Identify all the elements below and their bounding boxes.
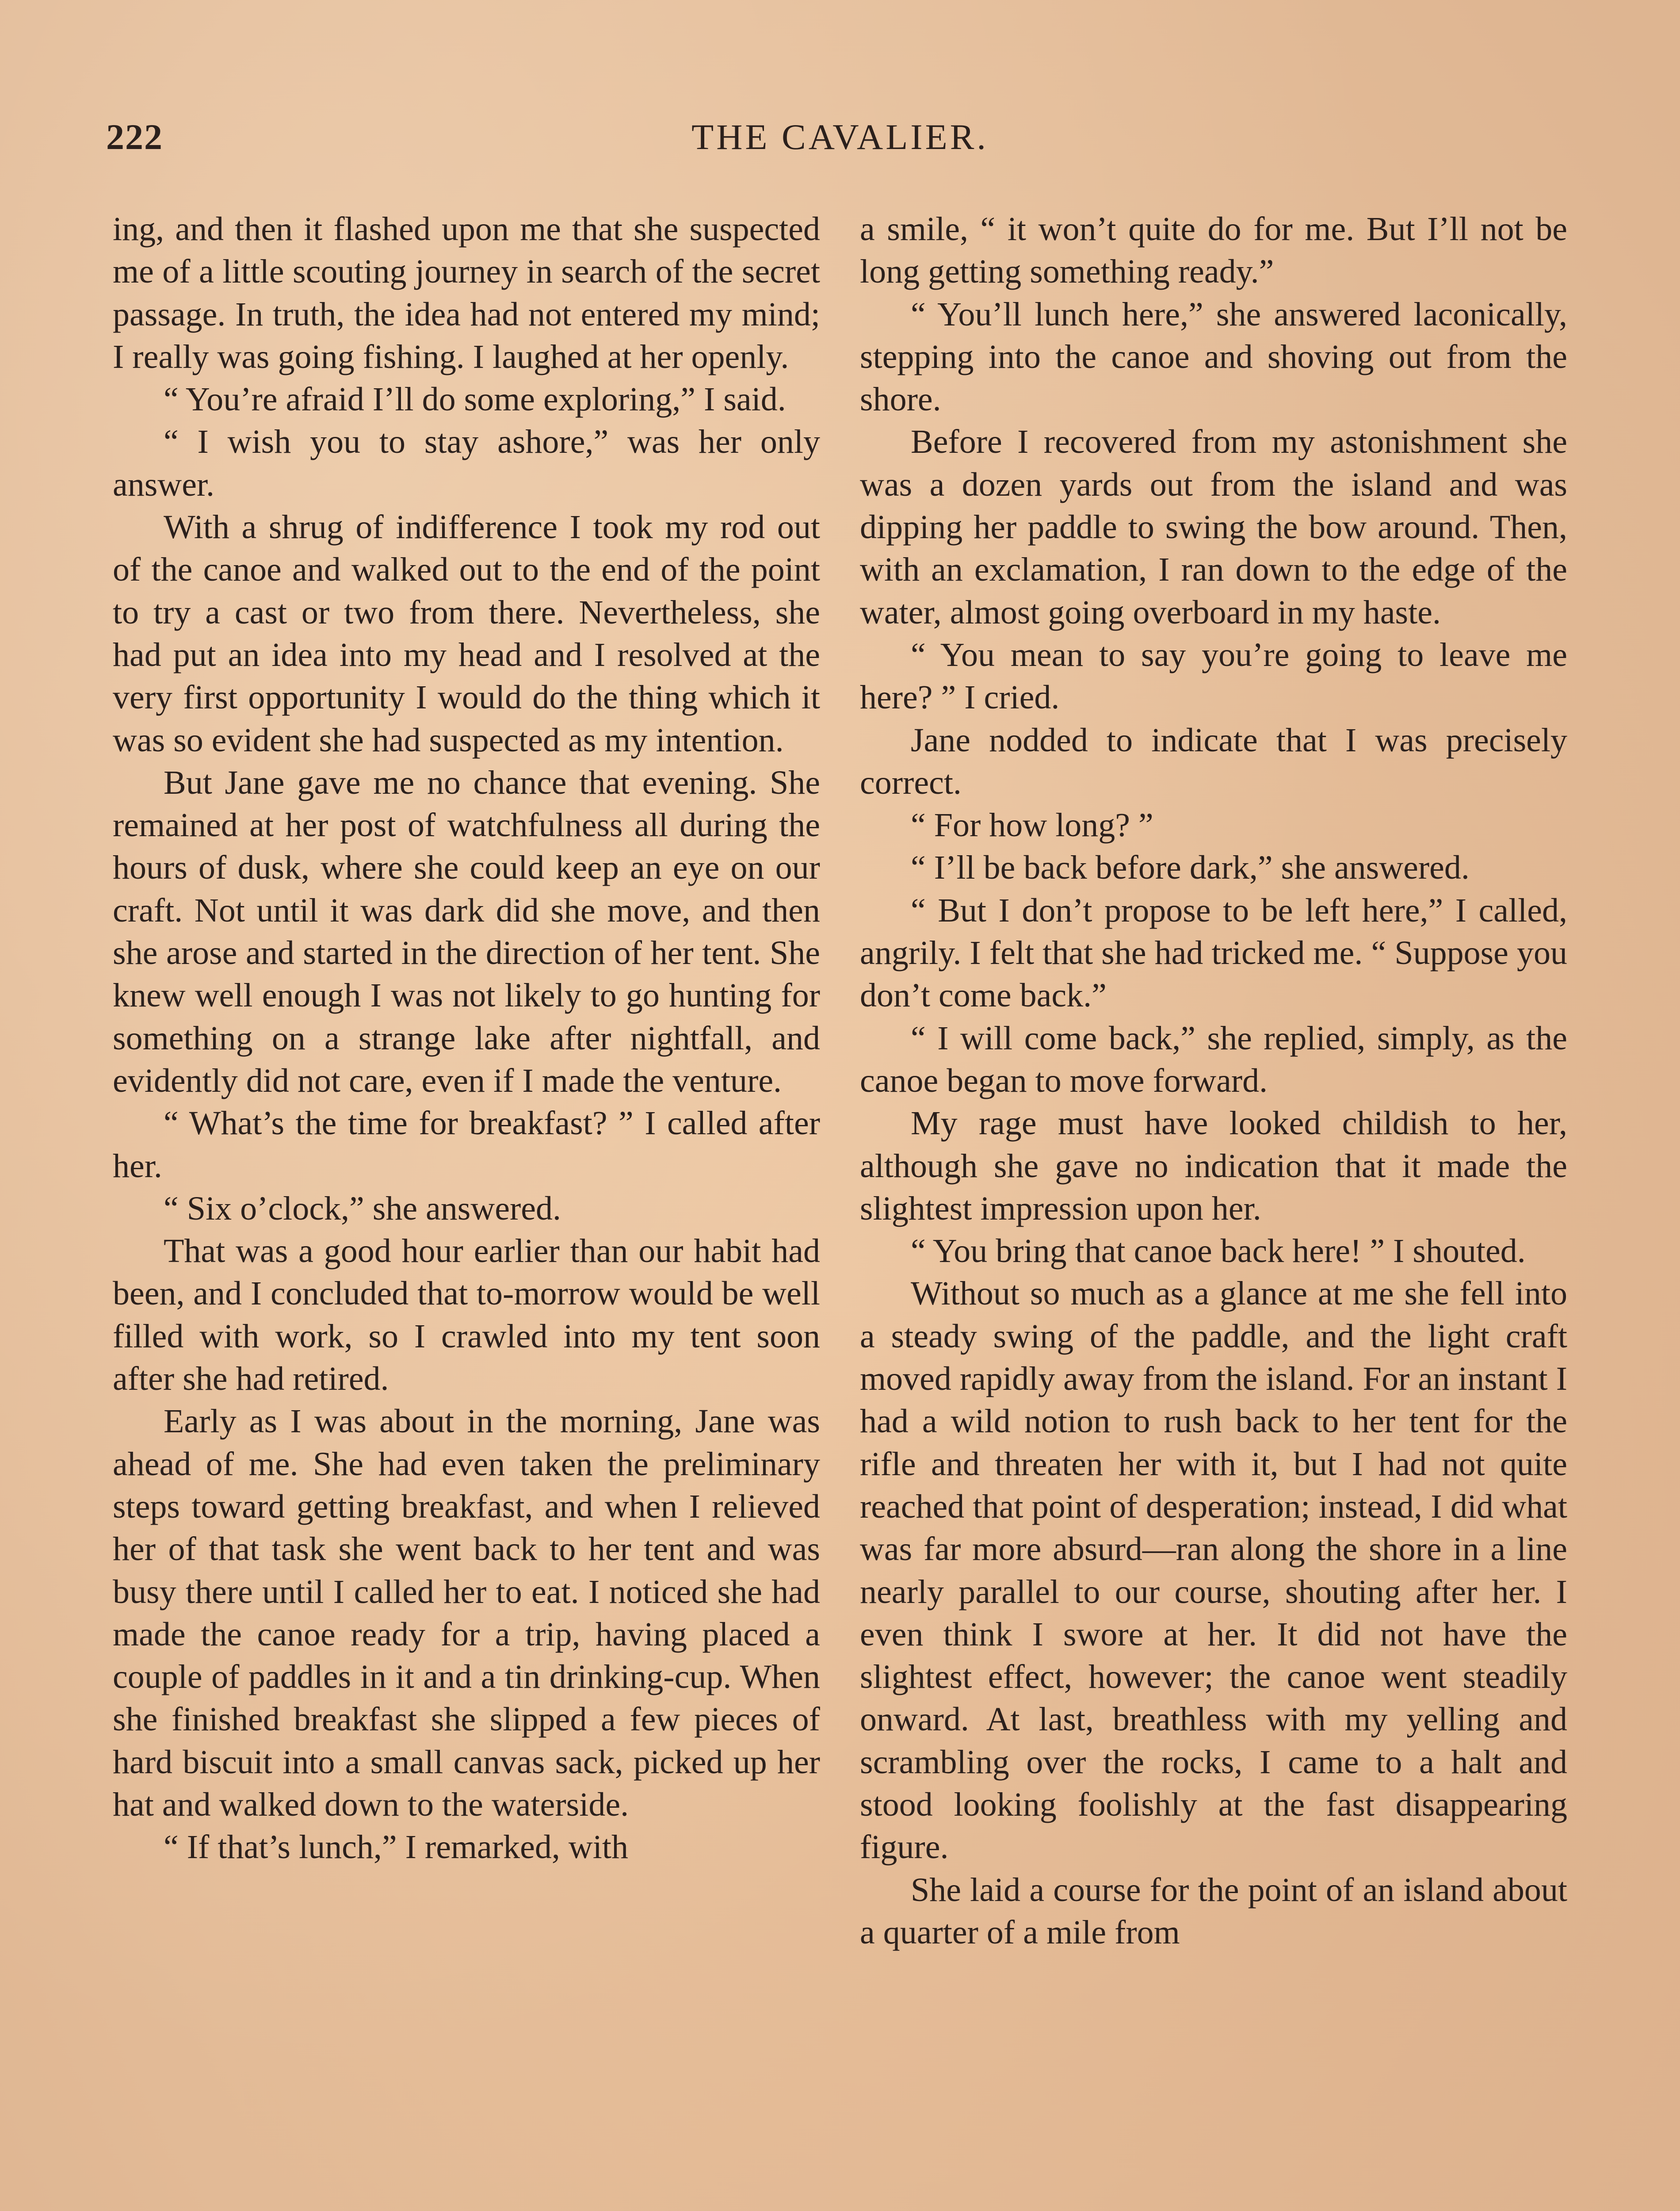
paragraph: My rage must have looked childish to her, although she gave no indication that it made the slightest impression upon her.	[860, 1105, 1567, 1227]
paragraph: Early as I was about in the morning, Jane was ahead of me. She had even taken the preliminary steps toward getting breakfast, and when I relieved her of that task she went back to her tent and was busy there until I called her to eat. I noticed she had made the canoe ready for a trip, having placed a couple of paddles in it and a tin drinking-cup. When she finished breakfast she slipped a few pieces of hard biscuit into a small canvas sack, picked up her hat and walked down to the waterside.	[113, 1403, 820, 1823]
paragraph: Without so much as a glance at me she fell into a steady swing of the paddle, and the light craft moved rapidly away from the island. For an instant I had a wild notion to rush back to her tent for the rifle and threaten her with it, but I had not quite reached that point of desperation; instead, I did what was far more absurd—ran along the shore in a line nearly parallel to our course, shouting after her. I even think I swore at her. It did not have the slightest effect, however; the canoe went steadily onward. At last, breathless with my yelling and scrambling over the rocks, I came to a halt and stood looking foolishly at the fast disappearing figure.	[860, 1275, 1567, 1866]
paragraph: “ If that’s lunch,” I remarked, with	[164, 1828, 628, 1866]
page-number: 222	[106, 117, 163, 157]
paragraph: Before I recovered from my astonishment she was a dozen yards out from the island and was dipping her paddle to swing the bow around. Then, with an exclamation, I ran down to the edge of the water, almost going overboard in my haste.	[860, 423, 1567, 631]
paragraph: “ What’s the time for breakfast? ” I called after her.	[113, 1105, 820, 1185]
paragraph: “ You mean to say you’re going to leave me here? ” I cried.	[860, 636, 1567, 716]
paragraph: “ I will come back,” she replied, simply, as the canoe began to move forward.	[860, 1019, 1567, 1099]
paragraph: ing, and then it flashed upon me that she suspected me of a little scouting journey in search of the secret passage. In truth, the idea had not entered my mind; I really was going fishing. I laughed at her openly.	[113, 210, 820, 375]
paragraph: “ You’re afraid I’ll do some exploring,” I said.	[164, 381, 786, 418]
paragraph: That was a good hour earlier than our habit had been, and I concluded that to-morrow would be well filled with work, so I crawled into my tent soon after she had retired.	[113, 1232, 820, 1398]
paragraph: “ You’ll lunch here,” she answered laconically, stepping into the canoe and shoving out from the shore.	[860, 295, 1567, 418]
left-column	[113, 208, 820, 1869]
running-title: THE CAVALIER.	[691, 117, 989, 157]
paragraph: a smile, “ it won’t quite do for me. But I’ll not be long getting something ready.”	[860, 210, 1567, 291]
paragraph: “ I wish you to stay ashore,” was her only answer.	[113, 423, 820, 503]
paragraph: “ Six o’clock,” she answered.	[164, 1190, 561, 1227]
page-header	[106, 113, 1574, 161]
paragraph: “ You bring that canoe back here! ” I shouted.	[911, 1232, 1526, 1270]
paragraph: With a shrug of indifference I took my rod out of the canoe and walked out to the end of the point to try a cast or two from there. Nevertheless, she had put an idea into my head and I resolved at the very first opportunity I would do the thing which it was so evident she had suspected as my intention.	[113, 509, 820, 759]
paragraph: “ But I don’t propose to be left here,” I called, angrily. I felt that she had tricked me. “ Suppose you don’t come back.”	[860, 891, 1567, 1014]
paragraph: “ I’ll be back before dark,” she answered.	[911, 849, 1470, 887]
right-column	[860, 208, 1567, 1954]
paragraph: Jane nodded to indicate that I was precisely correct.	[860, 721, 1567, 801]
paragraph: “ For how long? ”	[911, 807, 1153, 844]
paragraph: She laid a course for the point of an island about a quarter of a mile from	[860, 1871, 1567, 1951]
paragraph: But Jane gave me no chance that evening. She remained at her post of watchfulness all during the hours of dusk, where she could keep an eye on our craft. Not until it was dark did she move, and then she arose and started in the direction of her tent. She knew well enough I was not likely to go hunting for something on a strange lake after nightfall, and evidently did not care, even if I made the venture.	[113, 764, 820, 1099]
